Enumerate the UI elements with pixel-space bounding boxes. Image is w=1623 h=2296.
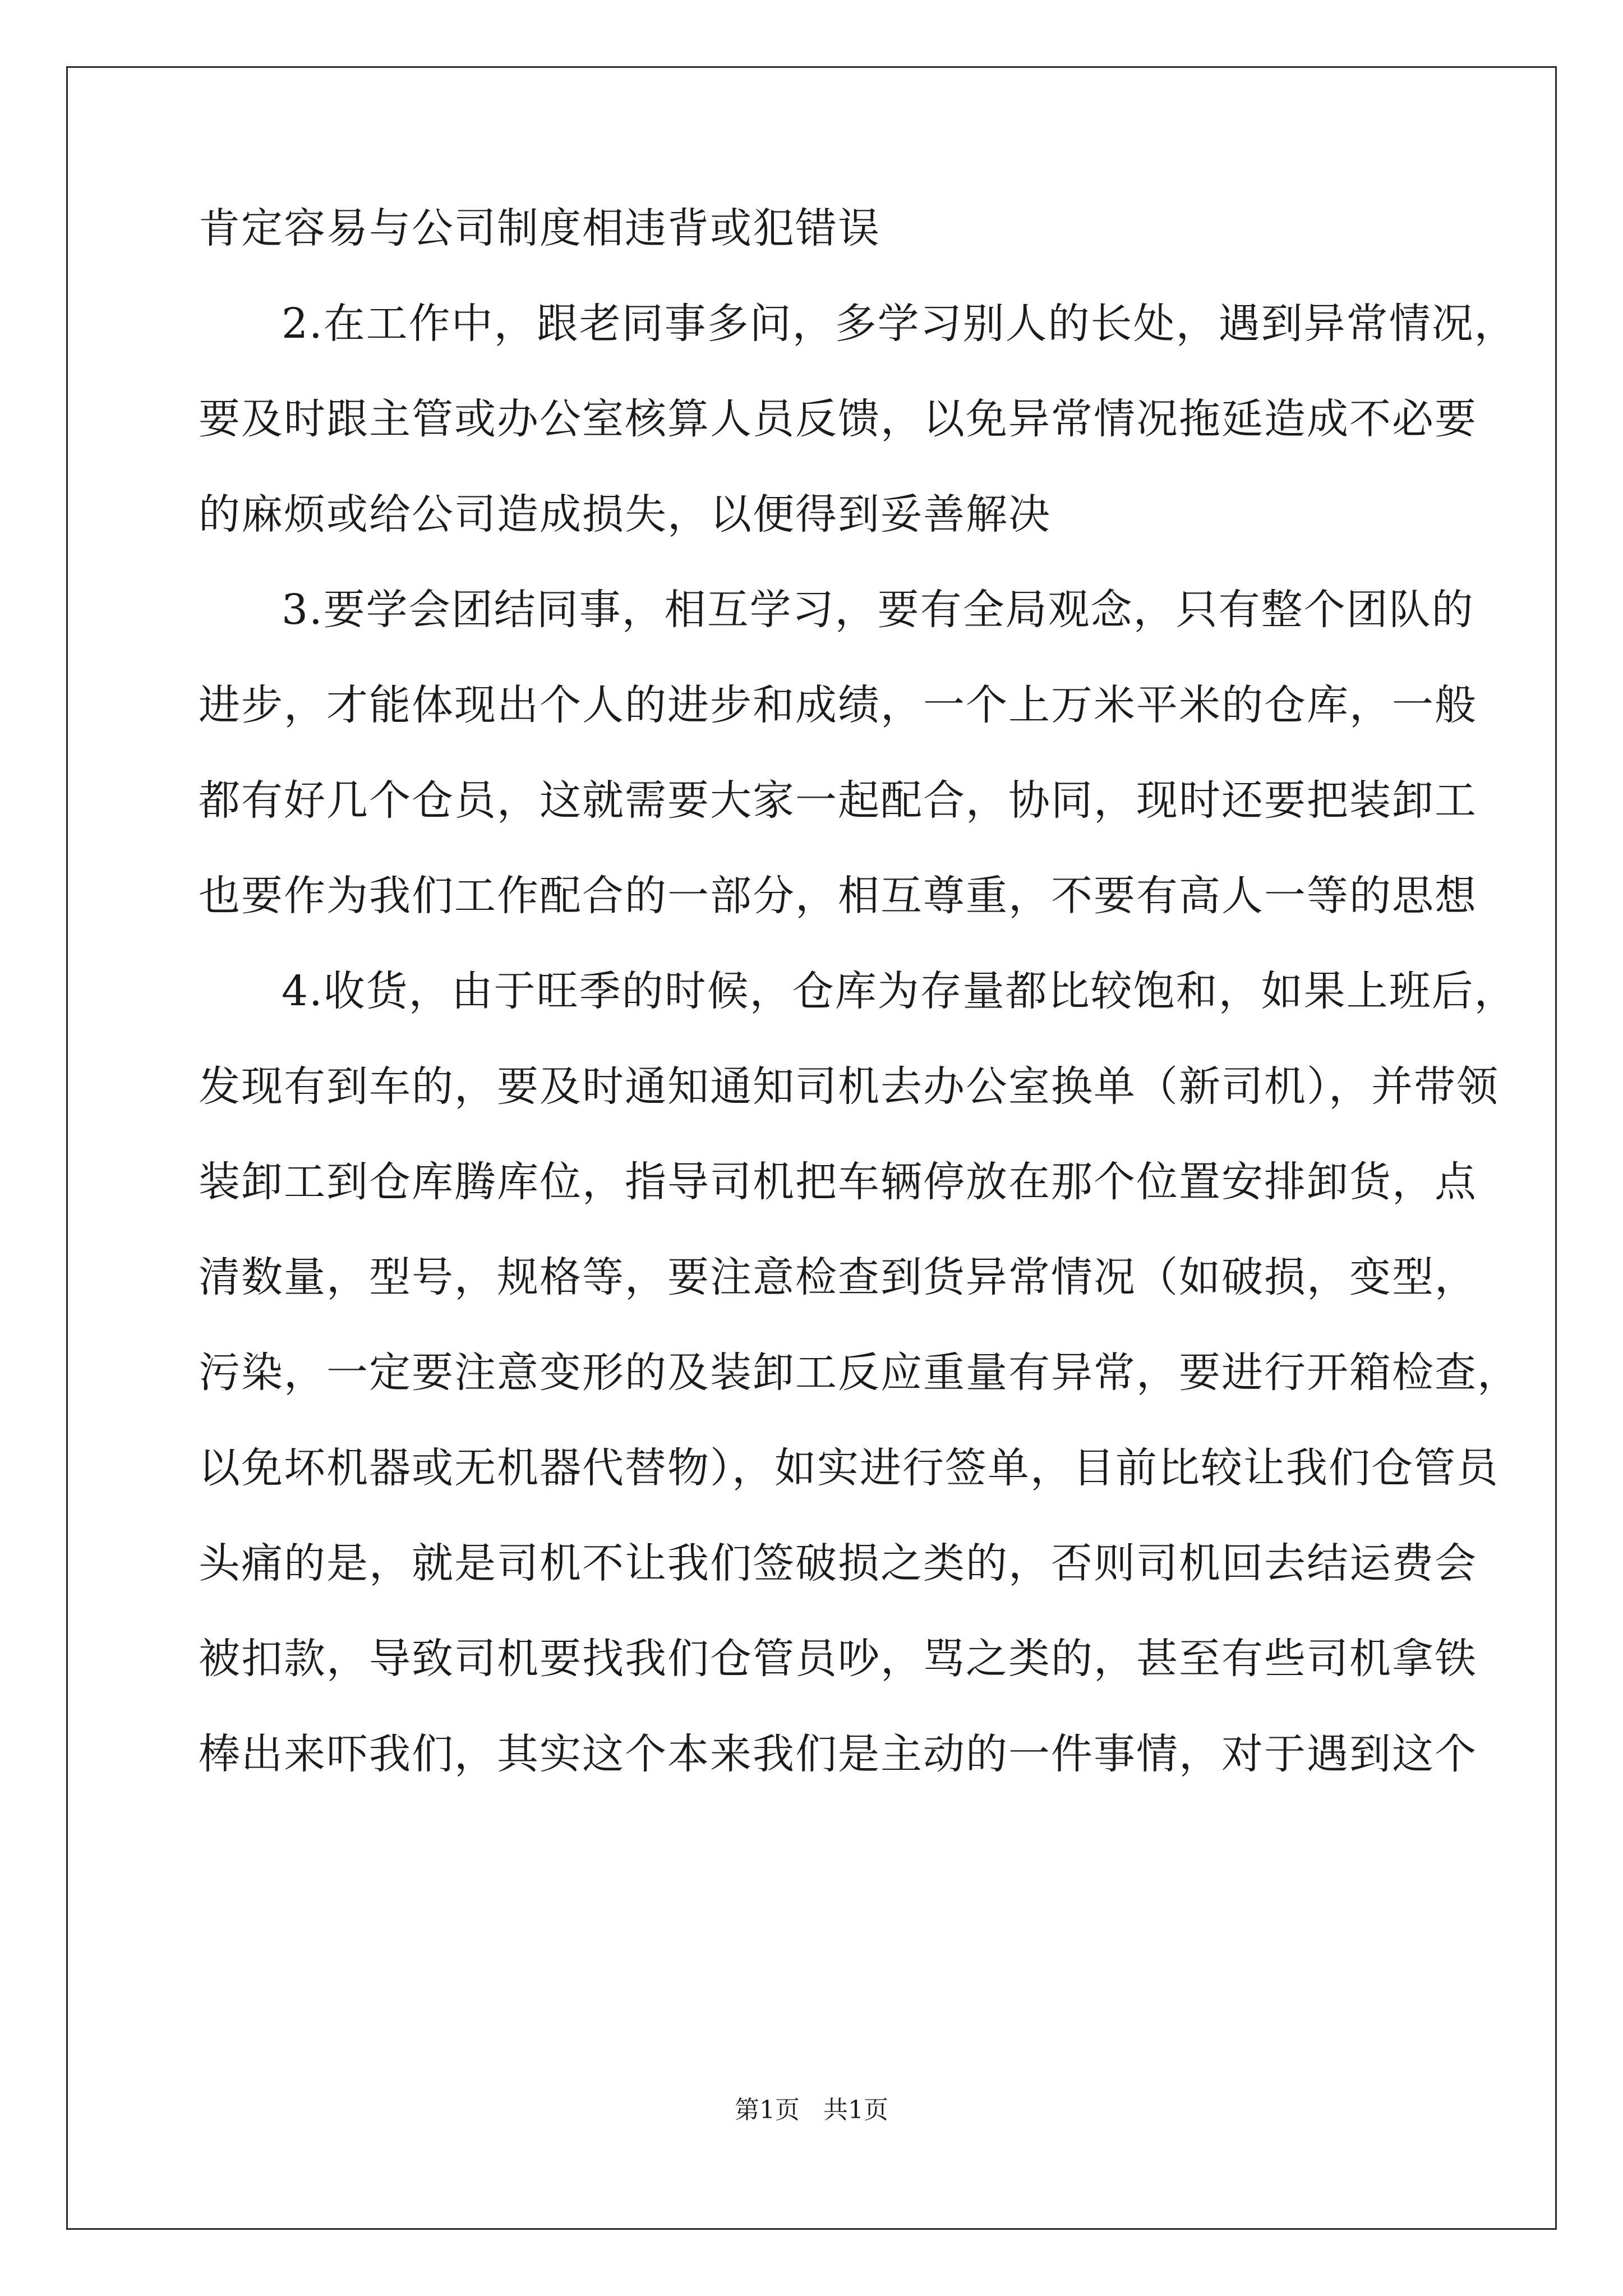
text-line: 的麻烦或给公司造成损失，以便得到妥善解决: [199, 490, 1051, 539]
text-line: 进步，才能体现出个人的进步和成绩，一个上万米平米的仓库，一般: [199, 681, 1477, 729]
text-line: 以免坏机器或无机器代替物），如实进行签单，目前比较让我们仓管员: [199, 1444, 1499, 1492]
text-line: 3.要学会团结同事，相互学习，要有全局观念，只有整个团队的: [282, 586, 1474, 634]
text-line: 肯定容易与公司制度相违背或犯错误: [199, 204, 880, 252]
page-number: 第1页 共1页: [735, 2096, 888, 2124]
text-line: 被扣款，导致司机要找我们仓管员吵，骂之类的，甚至有些司机拿铁: [199, 1635, 1477, 1683]
text-line: 棒出来吓我们，其实这个本来我们是主动的一件事情，对于遇到这个: [199, 1730, 1477, 1778]
text-line: 头痛的是，就是司机不让我们签破损之类的，否则司机回去结运费会: [199, 1539, 1477, 1588]
text-line: 2.在工作中，跟老同事多问，多学习别人的长处，遇到异常情况，: [282, 300, 1517, 348]
text-line: 清数量，型号，规格等，要注意检查到货异常情况（如破损，变型，: [199, 1253, 1477, 1301]
text-line: 4.收货，由于旺季的时候，仓库为存量都比较饱和，如果上班后，: [282, 967, 1517, 1015]
text-line: 要及时跟主管或办公室核算人员反馈，以免异常情况拖延造成不必要: [199, 395, 1477, 443]
page-border: [66, 66, 1557, 2230]
text-line: 污染，一定要注意变形的及装卸工反应重量有异常，要进行开箱检查，: [199, 1349, 1520, 1397]
text-line: 也要作为我们工作配合的一部分，相互尊重，不要有高人一等的思想: [199, 872, 1477, 920]
text-line: 装卸工到仓库腾库位，指导司机把车辆停放在那个位置安排卸货，点: [199, 1158, 1477, 1206]
text-line: 发现有到车的，要及时通知通知司机去办公室换单（新司机），并带领: [199, 1062, 1499, 1111]
text-line: 都有好几个仓员，这就需要大家一起配合，协同，现时还要把装卸工: [199, 776, 1477, 825]
